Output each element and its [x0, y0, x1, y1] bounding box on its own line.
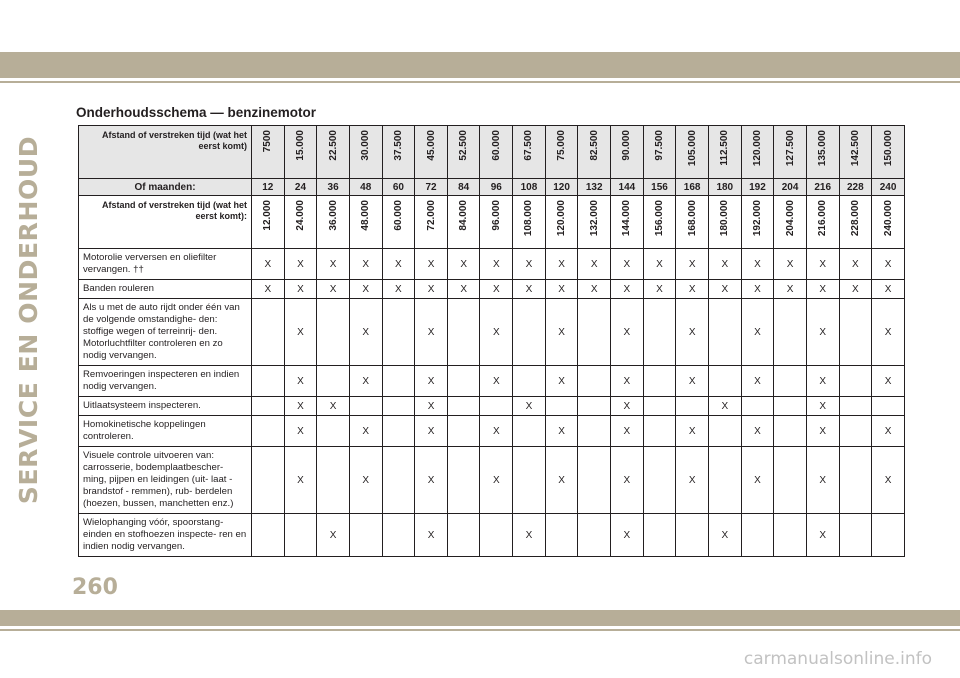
months-cell: 48: [349, 179, 382, 196]
service-mark-cell: X: [447, 280, 480, 299]
task-label: Banden rouleren: [79, 280, 252, 299]
task-label: Uitlaatsysteem inspecteren.: [79, 397, 252, 416]
service-mark-cell: X: [611, 447, 644, 514]
service-mark-cell: X: [872, 447, 905, 514]
header-km-cell: 75.000: [545, 126, 578, 179]
header-km2-cell: 72.000: [415, 196, 448, 249]
service-mark-cell: [578, 514, 611, 557]
months-cell: 240: [872, 179, 905, 196]
service-mark-cell: X: [839, 249, 872, 280]
service-mark-cell: [578, 447, 611, 514]
service-mark-cell: X: [741, 447, 774, 514]
service-mark-cell: X: [545, 280, 578, 299]
header-km2-cell: 12.000: [252, 196, 285, 249]
service-mark-cell: X: [708, 397, 741, 416]
service-mark-cell: [447, 299, 480, 366]
service-mark-cell: X: [252, 280, 285, 299]
header-row-km: [79, 126, 905, 179]
header-km2-cell: 144.000: [611, 196, 644, 249]
service-mark-cell: [382, 299, 415, 366]
service-mark-cell: X: [382, 280, 415, 299]
service-mark-cell: X: [545, 299, 578, 366]
task-label: Homokinetische koppelingen controleren.: [79, 416, 252, 447]
service-mark-cell: X: [806, 366, 839, 397]
header-km-cell: 22.500: [317, 126, 350, 179]
service-mark-cell: X: [872, 249, 905, 280]
service-mark-cell: [480, 514, 513, 557]
service-mark-cell: X: [676, 249, 709, 280]
service-mark-cell: [513, 299, 546, 366]
service-mark-cell: X: [741, 416, 774, 447]
months-cell: 84: [447, 179, 480, 196]
header-km2-label: Afstand of verstreken tijd (wat het eerst komt):: [79, 196, 252, 249]
header-km2-cell: 132.000: [578, 196, 611, 249]
service-mark-cell: X: [872, 299, 905, 366]
months-cell: 24: [284, 179, 317, 196]
header-km-cell: 112.500: [708, 126, 741, 179]
header-km2-cell: 168.000: [676, 196, 709, 249]
service-mark-cell: X: [839, 280, 872, 299]
table-row: [79, 299, 905, 366]
service-mark-cell: [447, 366, 480, 397]
service-mark-cell: X: [513, 397, 546, 416]
service-mark-cell: X: [545, 447, 578, 514]
service-mark-cell: X: [415, 514, 448, 557]
table-row: [79, 249, 905, 280]
section-side-title: SERVICE EN ONDERHOUD: [13, 135, 43, 505]
service-mark-cell: X: [317, 249, 350, 280]
header-km-cell: 97.500: [643, 126, 676, 179]
top-rule: [0, 81, 960, 83]
service-mark-cell: [643, 366, 676, 397]
table-row: [79, 397, 905, 416]
page-number: 260: [72, 575, 118, 600]
header-km2-cell: 204.000: [774, 196, 807, 249]
service-mark-cell: [774, 416, 807, 447]
service-mark-cell: [252, 416, 285, 447]
service-mark-cell: X: [611, 366, 644, 397]
service-mark-cell: [513, 416, 546, 447]
service-mark-cell: [578, 366, 611, 397]
service-mark-cell: X: [415, 280, 448, 299]
service-mark-cell: X: [611, 416, 644, 447]
service-mark-cell: X: [676, 447, 709, 514]
service-mark-cell: [382, 366, 415, 397]
service-mark-cell: X: [741, 249, 774, 280]
page-title: Onderhoudsschema — benzinemotor: [76, 105, 317, 120]
service-mark-cell: [676, 514, 709, 557]
service-mark-cell: [741, 514, 774, 557]
service-mark-cell: X: [349, 416, 382, 447]
header-km-cell: 142.500: [839, 126, 872, 179]
header-km2-cell: 36.000: [317, 196, 350, 249]
service-mark-cell: X: [741, 280, 774, 299]
header-km-cell: 60.000: [480, 126, 513, 179]
service-mark-cell: [643, 514, 676, 557]
header-km-cell: 52.500: [447, 126, 480, 179]
task-label: Als u met de auto rijdt onder één van de volgende omstandighe- den: stoffige wegen of terreinrij- den. Motorluchtfilter controleren en zo nodig vervangen.: [79, 299, 252, 366]
months-cell: 108: [513, 179, 546, 196]
service-mark-cell: [382, 416, 415, 447]
service-mark-cell: X: [317, 397, 350, 416]
service-mark-cell: X: [284, 397, 317, 416]
service-mark-cell: [741, 397, 774, 416]
header-km-cell: 127.500: [774, 126, 807, 179]
header-km-cell: 15.000: [284, 126, 317, 179]
service-mark-cell: X: [349, 299, 382, 366]
service-mark-cell: [872, 397, 905, 416]
service-mark-cell: X: [708, 249, 741, 280]
service-mark-cell: [839, 416, 872, 447]
service-mark-cell: [643, 397, 676, 416]
header-km-cell: 135.000: [806, 126, 839, 179]
header-km2-cell: 48.000: [349, 196, 382, 249]
header-km2-cell: 180.000: [708, 196, 741, 249]
service-mark-cell: X: [317, 514, 350, 557]
service-mark-cell: [382, 397, 415, 416]
service-mark-cell: [317, 416, 350, 447]
service-mark-cell: [643, 299, 676, 366]
service-mark-cell: X: [806, 416, 839, 447]
service-mark-cell: X: [806, 514, 839, 557]
header-row-km2: [79, 196, 905, 249]
service-mark-cell: X: [252, 249, 285, 280]
service-mark-cell: [578, 416, 611, 447]
service-mark-cell: X: [872, 280, 905, 299]
service-mark-cell: X: [513, 280, 546, 299]
service-mark-cell: [480, 397, 513, 416]
service-mark-cell: [545, 397, 578, 416]
header-km-cell: 105.000: [676, 126, 709, 179]
service-mark-cell: X: [415, 397, 448, 416]
service-mark-cell: [774, 447, 807, 514]
top-bar: [0, 52, 960, 78]
header-km-cell: 30.000: [349, 126, 382, 179]
service-mark-cell: X: [611, 397, 644, 416]
table-row: [79, 280, 905, 299]
service-mark-cell: X: [806, 397, 839, 416]
months-cell: 72: [415, 179, 448, 196]
service-mark-cell: X: [578, 249, 611, 280]
header-km2-cell: 24.000: [284, 196, 317, 249]
watermark: carmanualsonline.info: [743, 649, 932, 669]
service-mark-cell: X: [643, 280, 676, 299]
table-row: [79, 366, 905, 397]
service-mark-cell: X: [643, 249, 676, 280]
service-mark-cell: X: [741, 366, 774, 397]
service-mark-cell: [774, 366, 807, 397]
service-mark-cell: [382, 514, 415, 557]
task-label: Wielophanging vóór, spoorstang- einden en stofhoezen inspecte- ren en indien nodig vervangen.: [79, 514, 252, 557]
months-cell: 204: [774, 179, 807, 196]
service-mark-cell: X: [284, 366, 317, 397]
service-mark-cell: [643, 416, 676, 447]
service-mark-cell: X: [513, 249, 546, 280]
bottom-rule: [0, 629, 960, 631]
service-mark-cell: X: [578, 280, 611, 299]
service-mark-cell: [447, 397, 480, 416]
header-km2-cell: 192.000: [741, 196, 774, 249]
task-label: Visuele controle uitvoeren van: carrosserie, bodemplaatbescher- ming, pijpen en leidingen (uit- laat - brandstof - remmen), rub- berdelen (hoezen, bussen, manchetten enz.): [79, 447, 252, 514]
task-label: Remvoeringen inspecteren en indien nodig vervangen.: [79, 366, 252, 397]
header-km2-cell: 96.000: [480, 196, 513, 249]
service-mark-cell: [774, 299, 807, 366]
service-mark-cell: X: [415, 447, 448, 514]
months-cell: 36: [317, 179, 350, 196]
service-mark-cell: X: [872, 416, 905, 447]
service-mark-cell: [447, 447, 480, 514]
header-km2-cell: 108.000: [513, 196, 546, 249]
service-mark-cell: [839, 447, 872, 514]
service-mark-cell: X: [349, 366, 382, 397]
header-km-cell: 45.000: [415, 126, 448, 179]
service-mark-cell: [252, 447, 285, 514]
months-cell: 192: [741, 179, 774, 196]
service-mark-cell: X: [284, 416, 317, 447]
service-mark-cell: [382, 447, 415, 514]
bottom-bar: [0, 610, 960, 626]
months-cell: 144: [611, 179, 644, 196]
service-mark-cell: [578, 299, 611, 366]
service-mark-cell: X: [480, 249, 513, 280]
service-mark-cell: X: [708, 514, 741, 557]
header-km-cell: 82.500: [578, 126, 611, 179]
service-mark-cell: [545, 514, 578, 557]
service-mark-cell: X: [480, 447, 513, 514]
months-label: Of maanden:: [79, 179, 252, 196]
service-mark-cell: [676, 397, 709, 416]
service-mark-cell: [349, 397, 382, 416]
header-km2-cell: 120.000: [545, 196, 578, 249]
service-mark-cell: X: [774, 280, 807, 299]
header-km-cell: 120.000: [741, 126, 774, 179]
table-row: [79, 416, 905, 447]
service-mark-cell: X: [415, 249, 448, 280]
header-km-cell: 7500: [252, 126, 285, 179]
header-row-months: [79, 179, 905, 196]
service-mark-cell: X: [806, 299, 839, 366]
service-mark-cell: X: [611, 299, 644, 366]
header-km-cell: 37.500: [382, 126, 415, 179]
months-cell: 180: [708, 179, 741, 196]
service-mark-cell: [513, 447, 546, 514]
service-mark-cell: [839, 366, 872, 397]
months-cell: 132: [578, 179, 611, 196]
service-mark-cell: X: [676, 299, 709, 366]
service-mark-cell: X: [415, 366, 448, 397]
service-mark-cell: [872, 514, 905, 557]
service-mark-cell: X: [480, 366, 513, 397]
service-mark-cell: [708, 447, 741, 514]
service-mark-cell: [252, 366, 285, 397]
service-mark-cell: X: [676, 366, 709, 397]
header-km-cell: 90.000: [611, 126, 644, 179]
service-mark-cell: X: [545, 366, 578, 397]
service-mark-cell: [708, 299, 741, 366]
service-mark-cell: X: [480, 299, 513, 366]
service-mark-cell: X: [611, 280, 644, 299]
service-mark-cell: X: [676, 416, 709, 447]
months-cell: 216: [806, 179, 839, 196]
service-mark-cell: [252, 397, 285, 416]
service-mark-cell: X: [480, 416, 513, 447]
header-km-label: Afstand of verstreken tijd (wat het eerst komt): [79, 126, 252, 179]
task-label: Motorolie verversen en oliefilter vervangen. ††: [79, 249, 252, 280]
months-cell: 156: [643, 179, 676, 196]
service-mark-cell: X: [284, 447, 317, 514]
service-mark-cell: X: [545, 416, 578, 447]
service-mark-cell: [839, 299, 872, 366]
service-mark-cell: [317, 366, 350, 397]
service-mark-cell: X: [349, 447, 382, 514]
service-mark-cell: X: [415, 416, 448, 447]
service-mark-cell: X: [284, 280, 317, 299]
service-mark-cell: X: [774, 249, 807, 280]
service-mark-cell: [252, 514, 285, 557]
service-mark-cell: X: [611, 514, 644, 557]
service-mark-cell: [774, 514, 807, 557]
service-mark-cell: X: [317, 280, 350, 299]
service-mark-cell: [839, 514, 872, 557]
header-km2-cell: 84.000: [447, 196, 480, 249]
header-km-cell: 150.000: [872, 126, 905, 179]
header-km2-cell: 216.000: [806, 196, 839, 249]
service-mark-cell: X: [741, 299, 774, 366]
service-mark-cell: X: [349, 280, 382, 299]
service-mark-cell: [578, 397, 611, 416]
months-cell: 120: [545, 179, 578, 196]
service-mark-cell: [839, 397, 872, 416]
service-mark-cell: [317, 447, 350, 514]
table-row: [79, 447, 905, 514]
header-km2-cell: 240.000: [872, 196, 905, 249]
service-mark-cell: X: [545, 249, 578, 280]
service-mark-cell: [774, 397, 807, 416]
maintenance-schedule-table: [78, 125, 905, 557]
service-mark-cell: X: [480, 280, 513, 299]
months-cell: 12: [252, 179, 285, 196]
service-mark-cell: [708, 416, 741, 447]
months-cell: 168: [676, 179, 709, 196]
service-mark-cell: X: [415, 299, 448, 366]
months-cell: 228: [839, 179, 872, 196]
service-mark-cell: X: [806, 447, 839, 514]
service-mark-cell: X: [611, 249, 644, 280]
service-mark-cell: X: [284, 299, 317, 366]
service-mark-cell: [284, 514, 317, 557]
service-mark-cell: [252, 299, 285, 366]
service-mark-cell: X: [447, 249, 480, 280]
service-mark-cell: X: [382, 249, 415, 280]
service-mark-cell: [447, 416, 480, 447]
service-mark-cell: X: [284, 249, 317, 280]
months-cell: 96: [480, 179, 513, 196]
service-mark-cell: X: [676, 280, 709, 299]
service-mark-cell: [708, 366, 741, 397]
months-cell: 60: [382, 179, 415, 196]
service-mark-cell: [349, 514, 382, 557]
header-km-cell: 67.500: [513, 126, 546, 179]
header-km2-cell: 228.000: [839, 196, 872, 249]
service-mark-cell: X: [513, 514, 546, 557]
service-mark-cell: X: [349, 249, 382, 280]
service-mark-cell: [643, 447, 676, 514]
header-km2-cell: 156.000: [643, 196, 676, 249]
service-mark-cell: X: [708, 280, 741, 299]
service-mark-cell: [447, 514, 480, 557]
service-mark-cell: X: [872, 366, 905, 397]
service-mark-cell: X: [806, 280, 839, 299]
table-row: [79, 514, 905, 557]
service-mark-cell: X: [806, 249, 839, 280]
service-mark-cell: [317, 299, 350, 366]
service-mark-cell: [513, 366, 546, 397]
header-km2-cell: 60.000: [382, 196, 415, 249]
